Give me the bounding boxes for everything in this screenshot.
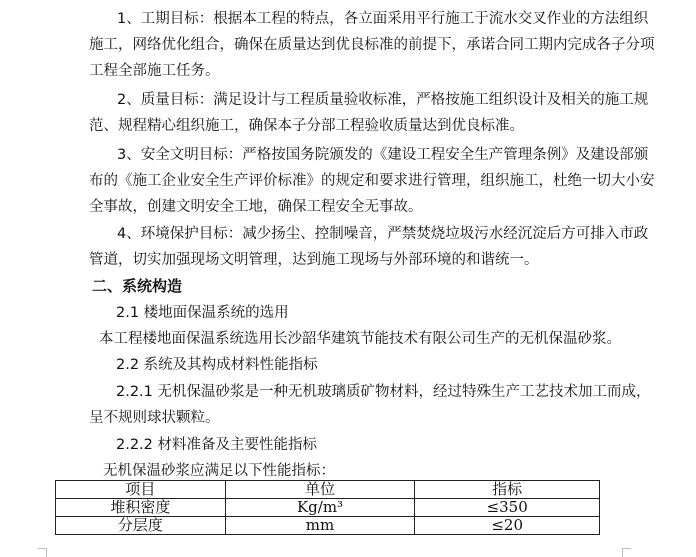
table-header-row xyxy=(56,481,600,499)
subsection-2-2-1-line-1: 2.2.1 无机保温砂浆是一种无机玻璃质矿物材料，经过特殊生产工艺技术加工而成， xyxy=(116,384,651,400)
paragraph-3-line-2: 布的《施工企业安全生产评价标准》的规定和要求进行管理，组织施工，杜绝一切大小安 xyxy=(89,173,655,189)
subsection-2-2-1-line-2: 呈不规则球状颗粒。 xyxy=(89,410,220,426)
table-cell: 堆积密度 xyxy=(56,499,226,517)
paragraph-2-line-1: 2、质量目标：满足设计与工程质量验收标准，严格按施工组织设计及相关的施工规 xyxy=(117,92,649,108)
subsection-2-2-2-title: 2.2.2 材料准备及主要性能指标 xyxy=(116,437,318,453)
table-intro: 无机保温砂浆应满足以下性能指标： xyxy=(103,463,335,479)
table-row xyxy=(56,499,600,517)
performance-table xyxy=(55,480,600,535)
subsection-2-1-body: 本工程楼地面保温系统选用长沙韶华建筑节能技术有限公司生产的无机保温砂浆。 xyxy=(99,331,621,347)
table-header-cell: 单位 xyxy=(225,481,415,499)
table-header-cell: 指标 xyxy=(415,481,600,499)
paragraph-1-line-3: 工程全部施工任务。 xyxy=(89,63,220,79)
subsection-2-2-title: 2.2 系统及其构成材料性能指标 xyxy=(116,357,318,373)
paragraph-4-line-1: 4、环境保护目标：减少扬尘、控制噪音，严禁焚烧垃圾污水经沉淀后方可排入市政 xyxy=(117,226,649,242)
paragraph-1-line-1: 1、工期目标：根据本工程的特点，各立面采用平行施工于流水交叉作业的方法组织 xyxy=(117,11,649,27)
paragraph-3-line-1: 3、安全文明目标：严格按国务院颁发的《建设工程安全生产管理条例》及建设部颁 xyxy=(117,147,649,163)
table-header-cell: 项目 xyxy=(56,481,226,499)
table-row xyxy=(56,517,600,535)
table-cell: Kg/m³ xyxy=(225,499,415,517)
paragraph-4-line-2: 管道，切实加强现场文明管理，达到施工现场与外部环境的和谐统一。 xyxy=(89,252,539,268)
table-cell: mm xyxy=(225,517,415,535)
subsection-2-1-title: 2.1 楼地面保温系统的选用 xyxy=(116,305,289,321)
page-corner-mark xyxy=(38,548,47,557)
paragraph-2-line-2: 范、规程精心组织施工，确保本子分部工程验收质量达到优良标准。 xyxy=(89,118,524,134)
section-heading: 二、系统构造 xyxy=(92,277,183,295)
paragraph-3-line-3: 全事故，创建文明安全工地，确保工程安全无事故。 xyxy=(89,199,423,215)
table-cell: 分层度 xyxy=(56,517,226,535)
paragraph-1-line-2: 施工，网络优化组合，确保在质量达到优良标准的前提下，承诺合同工期内完成各子分项 xyxy=(89,37,655,53)
table-cell: ≤350 xyxy=(415,499,600,517)
table-cell: ≤20 xyxy=(415,517,600,535)
page-corner-mark xyxy=(622,548,631,557)
